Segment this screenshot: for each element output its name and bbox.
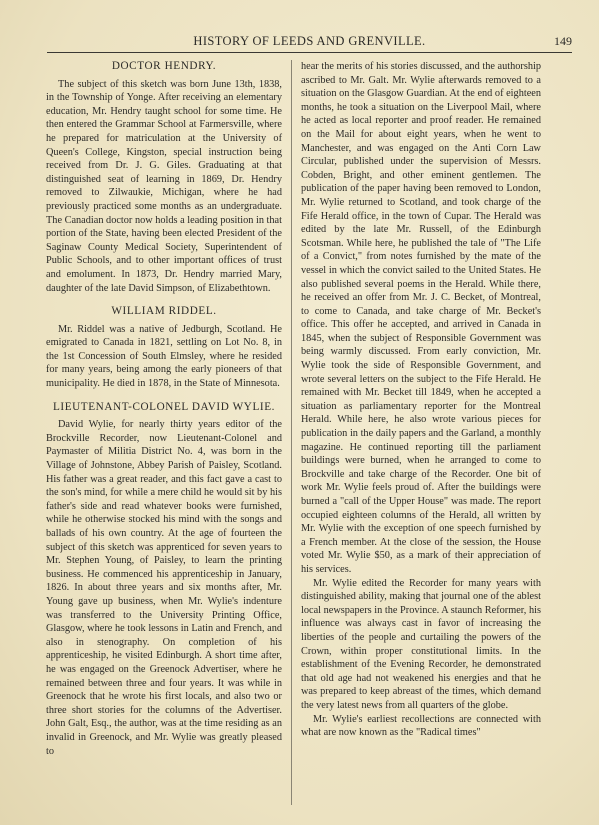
paragraph: hear the merits of his stories discussed, and the authorship ascribed to Mr. Galt. Mr. Wylie afterwards removed to a situation on the Glasgow Guardian. At the end of eighteen months, he took a situation on the Liverpool Mail, where he acted as local reporter and proof reader. He remained on the Mail for about eight years, when he went to Manchester, and was engaged on the Anti Corn Law Circular, published under the supervision of Messrs. Cobden, Bright, and other eminent gentlemen. The publication of the paper having been removed to London, Mr. Wylie returned to Scotland, and took charge of the Fife Herald office, in the town of Cupar. The Herald was edited by the late Mr. Russell, of the Edinburgh Scotsman. While here, he published the tale of "The Life of a Convict," from notes furnished by the mate of the vessel in which the convict sailed to the United States. He also published several poems in the Herald. While there, he received an offer from Mr. J. C. Becket, of Montreal, to come to Canada, and take charge of Mr. Becket's office. This offer he accepted, and arrived in Canada in 1845, when the subject of Responsible Government was being warmly discussed. From early conviction, Mr. Wylie took the side of Responsible Government, and wrote several letters on the subject to the Fife Herald. He remained with Mr. Becket till 1849, when he accepted a situation as parliamentary reporter for the Montreal Herald. While here, he also wrote various pieces for publication in the daily papers and the Garland, a monthly magazine. He continued reporting till the parliament buildings were burned, when he arranged to come to Brockville and take charge of the Recorder. One bit of work Mr. Wylie feels proud of. After the buildings were burned a "call of the Upper House" was made. The report occupied eighteen columns of the Herald, all written by Mr. Wylie with the exception of one speech furnished by a French member. At the close of the session, the House voted Mr. Wylie $50, as a mark of their appreciation of his services. (301, 61, 541, 575)
paragraph: Mr. Wylie's earliest recollections are connected with what are now known as the "Radical times" (301, 713, 541, 739)
left-column (46, 60, 282, 768)
column-divider (291, 60, 292, 805)
paragraph: Mr. Riddel was a native of Jedburgh, Scotland. He emigrated to Canada in 1821, settling on Lot No. 8, in the 1st Concession of South Elmsley, where he resided for many years, being among the early pioneers of that municipality. He died in 1878, in the State of Minnesota. (46, 323, 282, 390)
header-rule (47, 52, 572, 53)
section-heading: LIEUTENANT-COLONEL DAVID WYLIE. (52, 400, 276, 413)
section-william-riddel (46, 305, 282, 391)
right-column (301, 60, 541, 740)
running-head (47, 34, 572, 50)
running-title: HISTORY OF LEEDS AND GRENVILLE. (193, 34, 426, 48)
page-number: 149 (554, 34, 572, 48)
section-heading: DOCTOR HENDRY. (111, 60, 217, 72)
paragraph: Mr. Wylie edited the Recorder for many years with distinguished ability, making that journal one of the ablest local newspapers in the Province. A staunch Reformer, his influence was always cast in favor of increasing the liberties of the people and curtailing the powers of the Crown, within proper constitutional limits. In the establishment of the Evening Recorder, he demonstrated that old age had not weakened his energies and that he was prepared to keep abreast of the times, which demand the very latest news from all quarters of the globe. (301, 577, 541, 711)
section-doctor-hendry (46, 60, 282, 295)
section-heading: WILLIAM RIDDEL. (111, 305, 217, 318)
paragraph: The subject of this sketch was born June 13th, 1838, in the Township of Yonge. After receiving an elementary education, Mr. Hendry taught school for some time. He then entered the Grammar School at Farmersville, where he prepared for matriculation at the University of Queen's College, Kingston, special instruction being received from Dr. J. G. Giles. Graduating at that distinguished seat of learning in 1869, Dr. Hendry removed to Zilwaukie, Michigan, where he had previously practiced some months as an undergraduate. The Canadian doctor now holds a leading position in that portion of the State, having been elected President of the Saginaw County Medical Society, Superintendent of Public Schools, and to other important offices of trust and emolument. In 1873, Dr. Hendry married Mary, daughter of the late David Simpson, of Elizabethtown. (46, 78, 282, 294)
paragraph: David Wylie, for nearly thirty years editor of the Brockville Recorder, now Lieutenant-Colonel and Paymaster of Militia District No. 4, was born in the Village of Johnstone, Abbey Parish of Paisley, Scotland. His father was a great reader, and this fact gave a cast to the son's mind, for while a mere child he would sit by his father's side and read whatever books were furnished, while he otherwise stocked his mind with the songs and ballads of his own country. At the age of fourteen the subject of this sketch was apprenticed for seven years to Mr. Stephen Young, of Paisley, to learn the printing business. He commenced his apprenticeship in January, 1826. In about three years and six months after, Mr. Young gave up business, when Mr. Wylie's indenture was transferred to the University Printing Office, Glasgow, where he took lessons in Latin and French, and also in stenography. On completion of his apprenticeship, he visited Edinburgh. A short time after, he was engaged on the Greenock Advertiser, where he remained between three and four years. It was while in Greenock that he wrote his first locals, and also two or three short stories for the columns of the Advertiser. John Galt, Esq., the author, was at the time residing as an invalid in Greenock, and Mr. Wylie was greatly pleased to (46, 419, 282, 757)
section-david-wylie (46, 401, 282, 758)
